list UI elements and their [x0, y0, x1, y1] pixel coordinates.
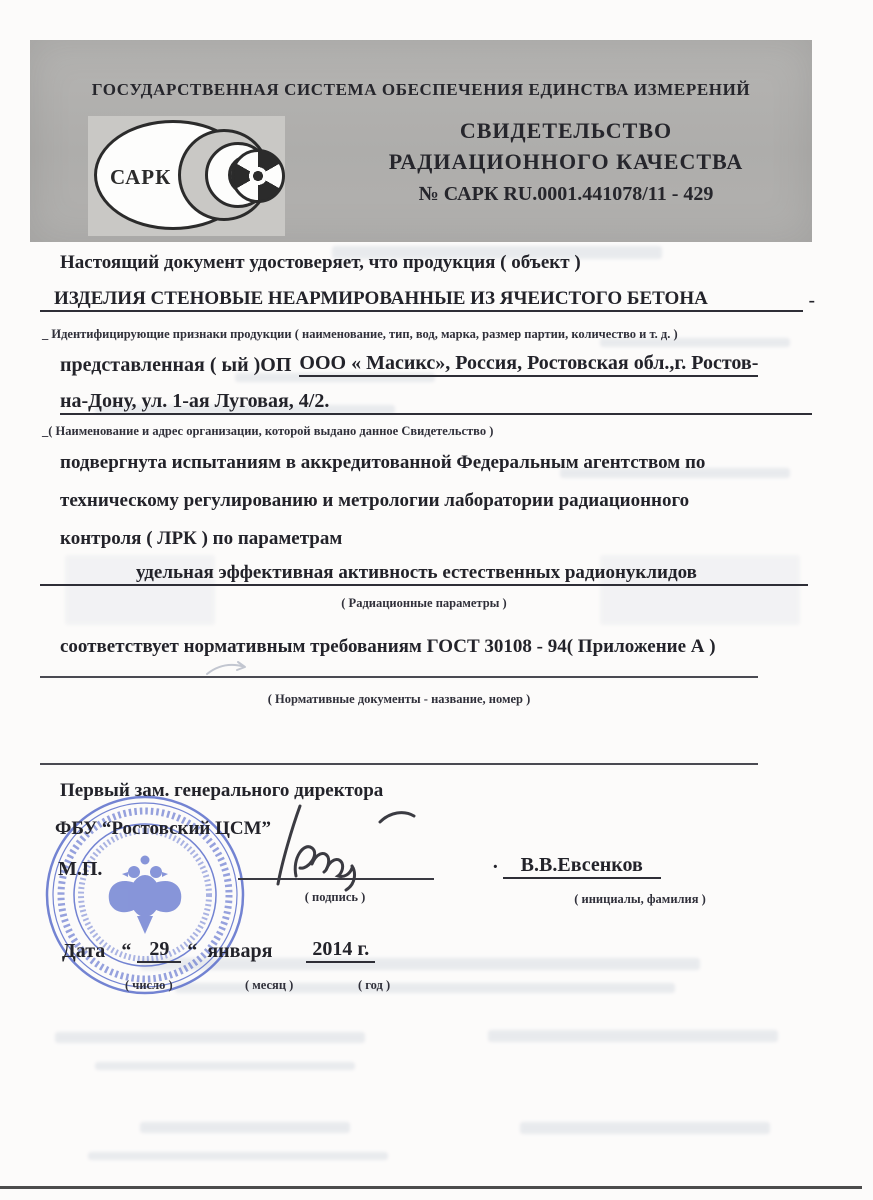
signer-title-line2: ФБУ “Ростовский ЦСМ”	[55, 818, 272, 839]
day-caption: ( число )	[125, 978, 173, 992]
parameter-value: удельная эффективная активность естественных радионуклидов	[130, 562, 703, 586]
date-label: Дата	[62, 940, 106, 962]
bleed-through-artifact	[95, 1062, 355, 1070]
signer-name-row	[492, 854, 661, 879]
organization-line1: ООО « Масикс», Россия, Ростовская обл.,г. Ростов-	[299, 352, 758, 377]
organization-address-row	[60, 390, 812, 415]
product-name: ИЗДЕЛИЯ СТЕНОВЫЕ НЕАРМИРОВАННЫЕ ИЗ ЯЧЕИСТОГО БЕТОНА	[40, 288, 708, 312]
date-month: января	[207, 940, 273, 962]
gsi-system-title: ГОСУДАРСТВЕННАЯ СИСТЕМА ОБЕСПЕЧЕНИЯ ЕДИНСТВА ИЗМЕРЕНИЙ	[91, 80, 751, 99]
product-caption: Идентифицирующие признаки продукции ( наименование, тип, вод, марка, размер партии, количество и т. д. )	[51, 327, 678, 341]
tested-line1: подвергнута испытаниям в аккредитованной Федеральным агентством по	[60, 452, 706, 473]
caption-underscore: _	[42, 327, 49, 341]
signer-name-caption: ( инициалы, фамилия )	[574, 892, 706, 906]
letterhead-band	[30, 40, 812, 242]
blank-line-filler	[40, 567, 130, 586]
parameter-caption: ( Радиационные параметры )	[341, 596, 507, 610]
certificate-title-line1: СВИДЕТЕЛЬСТВО	[459, 118, 673, 143]
trailing-dash: -	[808, 290, 815, 311]
certificate-number: № САРК RU.0001.441078/11 - 429	[418, 183, 714, 205]
month-caption: ( месяц )	[245, 978, 294, 992]
date-day: 29	[137, 938, 181, 963]
bleed-through-artifact	[488, 1030, 778, 1042]
tested-line2: техническому регулированию и метрологии лаборатории радиационного	[60, 490, 690, 511]
bleed-through-artifact	[520, 1122, 770, 1134]
signer-title-line1: Первый зам. генерального директора	[60, 780, 384, 801]
signature-caption: ( подпись )	[304, 890, 366, 904]
blank-line-filler	[708, 293, 803, 312]
parameter-row	[40, 562, 808, 586]
blank-line-filler	[703, 567, 808, 586]
presented-prefix: представленная ( ый )ОП	[60, 354, 292, 376]
date-year: 2014 г.	[306, 938, 375, 963]
quote-open: “	[121, 940, 132, 962]
double-headed-eagle	[109, 856, 182, 935]
blank-rule	[40, 676, 758, 678]
quote-close: “	[187, 940, 198, 962]
certificate-title-line2: РАДИАЦИОННОГО КАЧЕСТВА	[388, 149, 744, 174]
logo-label: САРК	[110, 165, 172, 189]
intro-statement: Настоящий документ удостоверяет, что продукция ( объект )	[60, 252, 581, 273]
blank-line-filler	[329, 395, 812, 415]
radiation-trefoil-icon	[231, 149, 285, 203]
normative-caption: ( Нормативные документы - название, номер )	[267, 692, 531, 706]
bleed-through-artifact	[140, 1122, 350, 1133]
sark-logo	[88, 116, 285, 236]
stamp-place-label: М.П.	[58, 858, 103, 880]
conformity-statement: соответствует нормативным требованиям ГОСТ 30108 - 94( Приложение А )	[60, 636, 716, 657]
handwritten-signature	[262, 800, 422, 892]
bleed-through-artifact	[88, 1152, 388, 1160]
organization-line2: на-Дону, ул. 1-ая Луговая, 4/2.	[60, 390, 329, 415]
scan-page-edge	[0, 1186, 862, 1189]
pen-mark-artifact	[205, 658, 253, 680]
tested-line3: контроля ( ЛРК ) по параметрам	[60, 528, 343, 549]
date-row	[62, 938, 375, 963]
certificate-title-block	[330, 118, 802, 206]
product-caption-row	[42, 327, 678, 342]
organization-caption: _( Наименование и адрес организации, которой выдано данное Свидетельство )	[42, 424, 494, 438]
presented-row	[60, 352, 758, 377]
blank-rule	[40, 763, 758, 765]
year-caption: ( год )	[358, 978, 391, 992]
product-name-row	[40, 288, 815, 312]
bleed-through-artifact	[55, 1032, 365, 1043]
signer-name: В.В.Евсенков	[503, 854, 661, 879]
pen-dot: ·	[492, 856, 499, 878]
